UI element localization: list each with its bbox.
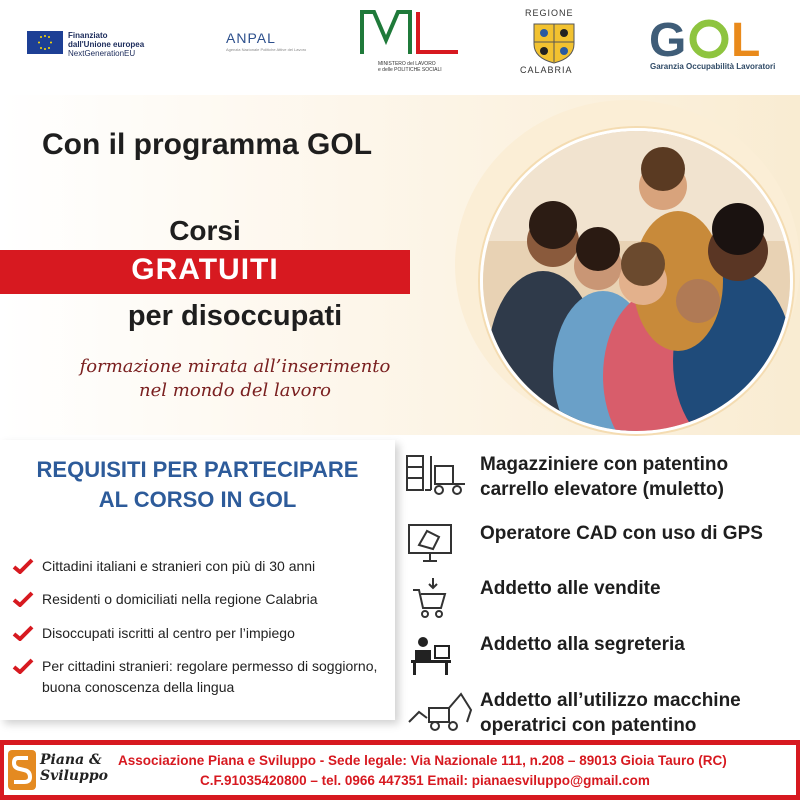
course-item: Addetto all’utilizzo macchine operatrici con patentino bbox=[405, 688, 800, 738]
gratuiti-text: GRATUITI bbox=[131, 253, 279, 286]
regione-label: REGIONE bbox=[525, 8, 574, 18]
check-icon bbox=[12, 558, 34, 574]
cad-monitor-icon bbox=[405, 521, 455, 565]
corsi-heading: Corsi bbox=[169, 215, 241, 246]
svg-text:G: G bbox=[649, 14, 687, 62]
ministero-logo bbox=[360, 10, 460, 55]
course-item: Addetto alla segreteria bbox=[405, 632, 800, 682]
tagline: formazione mirata all’inserimento nel mondo del lavoro bbox=[79, 356, 391, 401]
svg-text:L: L bbox=[731, 14, 761, 62]
ministero-subtitle: MINISTERO del LAVORO e delle POLITICHE SOCIALI bbox=[378, 61, 442, 73]
course-item: Operatore CAD con uso di GPS bbox=[405, 521, 800, 571]
eu-flag-icon bbox=[27, 31, 63, 54]
excavator-icon bbox=[405, 688, 455, 732]
calabria-label: CALABRIA bbox=[520, 65, 573, 75]
shopping-cart-icon bbox=[405, 576, 455, 620]
desk-worker-icon bbox=[405, 632, 455, 676]
disoccupati-heading: per disoccupati bbox=[127, 300, 343, 332]
gol-subtitle: Garanzia Occupabilità Lavoratori bbox=[650, 62, 776, 71]
eu-funding-text: Finanziato dall'Unione europea NextGenerationEU bbox=[68, 31, 145, 58]
check-icon bbox=[12, 625, 34, 641]
piana-sviluppo-logo-icon bbox=[8, 750, 36, 790]
footer-contacts: C.F.91035420800 – tel. 0966 447351 Email: pianaesviluppo@gmail.com bbox=[200, 773, 650, 788]
anpal-subtitle: Agenzia Nazionale Politiche Attive del Lavoro bbox=[226, 47, 307, 52]
gol-logo bbox=[649, 14, 769, 62]
anpal-logo: ANPAL bbox=[226, 30, 276, 46]
group-photo bbox=[480, 128, 793, 434]
footer-brand: Piana & Sviluppo bbox=[40, 752, 108, 784]
forklift-icon bbox=[405, 452, 455, 496]
calabria-shield-icon bbox=[530, 22, 578, 64]
check-icon bbox=[12, 658, 34, 674]
course-item: Addetto alle vendite bbox=[405, 576, 800, 626]
course-item: Magazziniere con patentino carrello elevatore (muletto) bbox=[405, 452, 800, 502]
requirements-title: REQUISITI PER PARTECIPARE AL CORSO IN GOL bbox=[36, 457, 359, 512]
headline: Con il programma GOL bbox=[42, 128, 373, 161]
check-icon bbox=[12, 591, 34, 607]
footer-address: Associazione Piana e Sviluppo - Sede legale: Via Nazionale 111, n.208 – 89013 Gioia Tauro (RC) bbox=[118, 753, 727, 768]
